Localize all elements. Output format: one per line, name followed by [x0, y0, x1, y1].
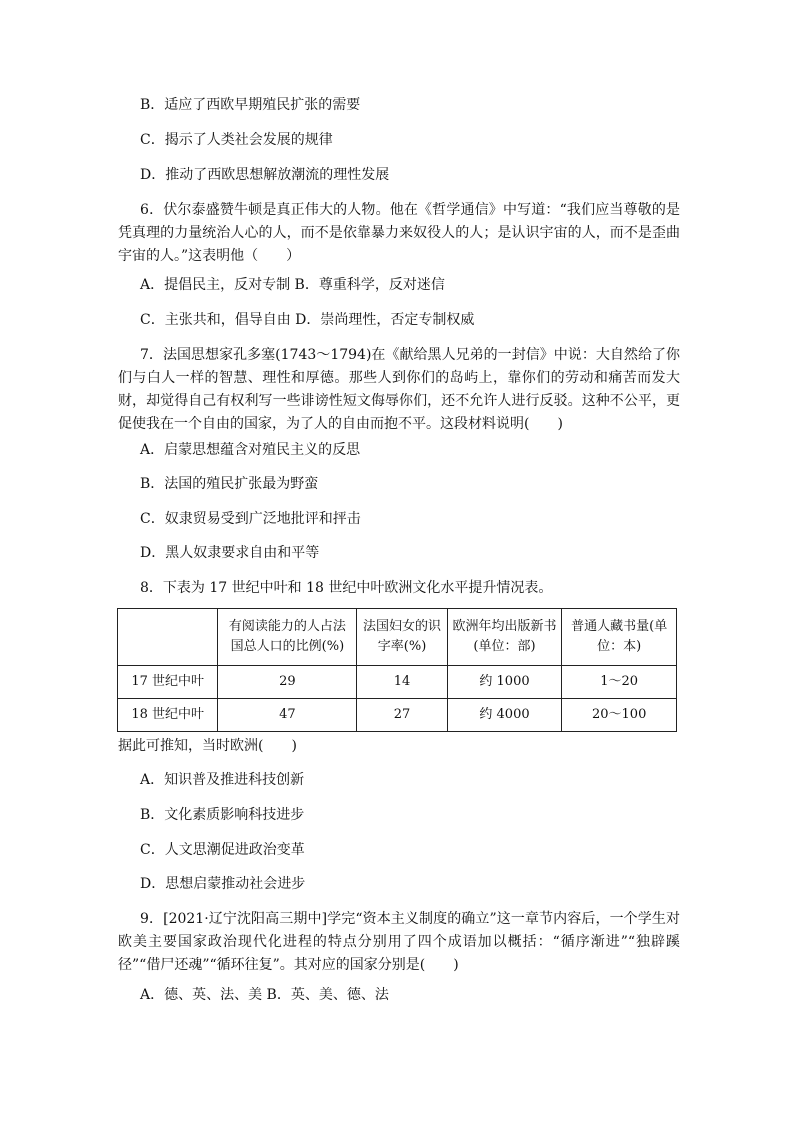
- question-8-option-a: A．知识普及推进科技创新: [140, 772, 305, 788]
- question-8-after-table: 据此可推知，当时欧洲( ): [118, 738, 297, 754]
- table-header-cell: [118, 609, 218, 666]
- question-7-stem: 7．法国思想家孔多塞(1743～1794)在《献给黑人兄弟的一封信》中说：大自然给了你们与白人一样的智慧、理性和厚德。那些人到你们的岛屿上，靠你们的劳动和痛苦而发大财，却觉得自己有权利写一些诽谤性短文侮辱你们，还不允许人进行反驳。这种不公平，更促使我在一个自由的国家，为了人的自由而抱不平。这段材料说明( ): [118, 347, 680, 432]
- table-header-cell: 普通人藏书量(单位：本): [562, 609, 677, 666]
- question-8-option-d: D．思想启蒙推动社会进步: [140, 876, 306, 892]
- option-b-prev: B．适应了西欧早期殖民扩张的需要: [140, 97, 361, 113]
- question-9-stem: 9．[2021·辽宁沈阳高三期中]学完“资本主义制度的确立”这一章节内容后，一个学生对欧美主要国家政治现代化进程的特点分别用了四个成语加以概括：“循序渐进”“独辟蹊径”“借尸还魂”“循环往复”。其对应的国家分别是( ): [118, 911, 680, 973]
- question-7-option-c: C．奴隶贸易受到广泛地批评和抨击: [140, 511, 361, 527]
- question-7-option-a: A．启蒙思想蕴含对殖民主义的反思: [140, 442, 361, 458]
- table-row: [118, 666, 677, 699]
- table-row: [118, 699, 677, 732]
- table-header-cell: 有阅读能力的人占法国总人口的比例(%): [218, 609, 357, 666]
- question-6-options-cd: C．主张共和，倡导自由 D．崇尚理性，否定专制权威: [140, 312, 475, 328]
- table-cell: 约 1000: [447, 666, 562, 699]
- option-d-prev: D．推动了西欧思想解放潮流的理性发展: [140, 167, 390, 183]
- question-7-option-d: D．黑人奴隶要求自由和平等: [140, 545, 320, 561]
- table-header-row: [118, 609, 677, 666]
- table-cell: 29: [218, 666, 357, 699]
- question-6-options-ab: A．提倡民主，反对专制 B．尊重科学，反对迷信: [140, 277, 445, 293]
- table-cell: 20～100: [562, 699, 677, 732]
- table-cell: 约 4000: [447, 699, 562, 732]
- table-header-cell: 法国妇女的识字率(%): [357, 609, 447, 666]
- table-cell: 18 世纪中叶: [118, 699, 218, 732]
- table-cell: 14: [357, 666, 447, 699]
- question-8-option-b: B．文化素质影响科技进步: [140, 807, 305, 823]
- table-cell: 1～20: [562, 666, 677, 699]
- table-cell: 47: [218, 699, 357, 732]
- option-c-prev: C．揭示了人类社会发展的规律: [140, 132, 333, 148]
- question-8-option-c: C．人文思潮促进政治变革: [140, 842, 305, 858]
- question-6-stem: 6．伏尔泰盛赞牛顿是真正伟大的人物。他在《哲学通信》中写道：“我们应当尊敬的是凭真理的力量统治人心的人，而不是依靠暴力来奴役人的人；是认识宇宙的人，而不是歪曲宇宙的人。”这表明他（ ）: [118, 202, 680, 264]
- culture-level-table: [117, 608, 677, 732]
- question-9-options-ab: A．德、英、法、美 B．英、美、德、法: [140, 987, 389, 1003]
- question-8-stem: 8．下表为 17 世纪中叶和 18 世纪中叶欧洲文化水平提升情况表。: [140, 580, 553, 596]
- table-header-cell: 欧洲年均出版新书(单位：部): [447, 609, 562, 666]
- table-cell: 27: [357, 699, 447, 732]
- question-7-option-b: B．法国的殖民扩张最为野蛮: [140, 476, 319, 492]
- table-cell: 17 世纪中叶: [118, 666, 218, 699]
